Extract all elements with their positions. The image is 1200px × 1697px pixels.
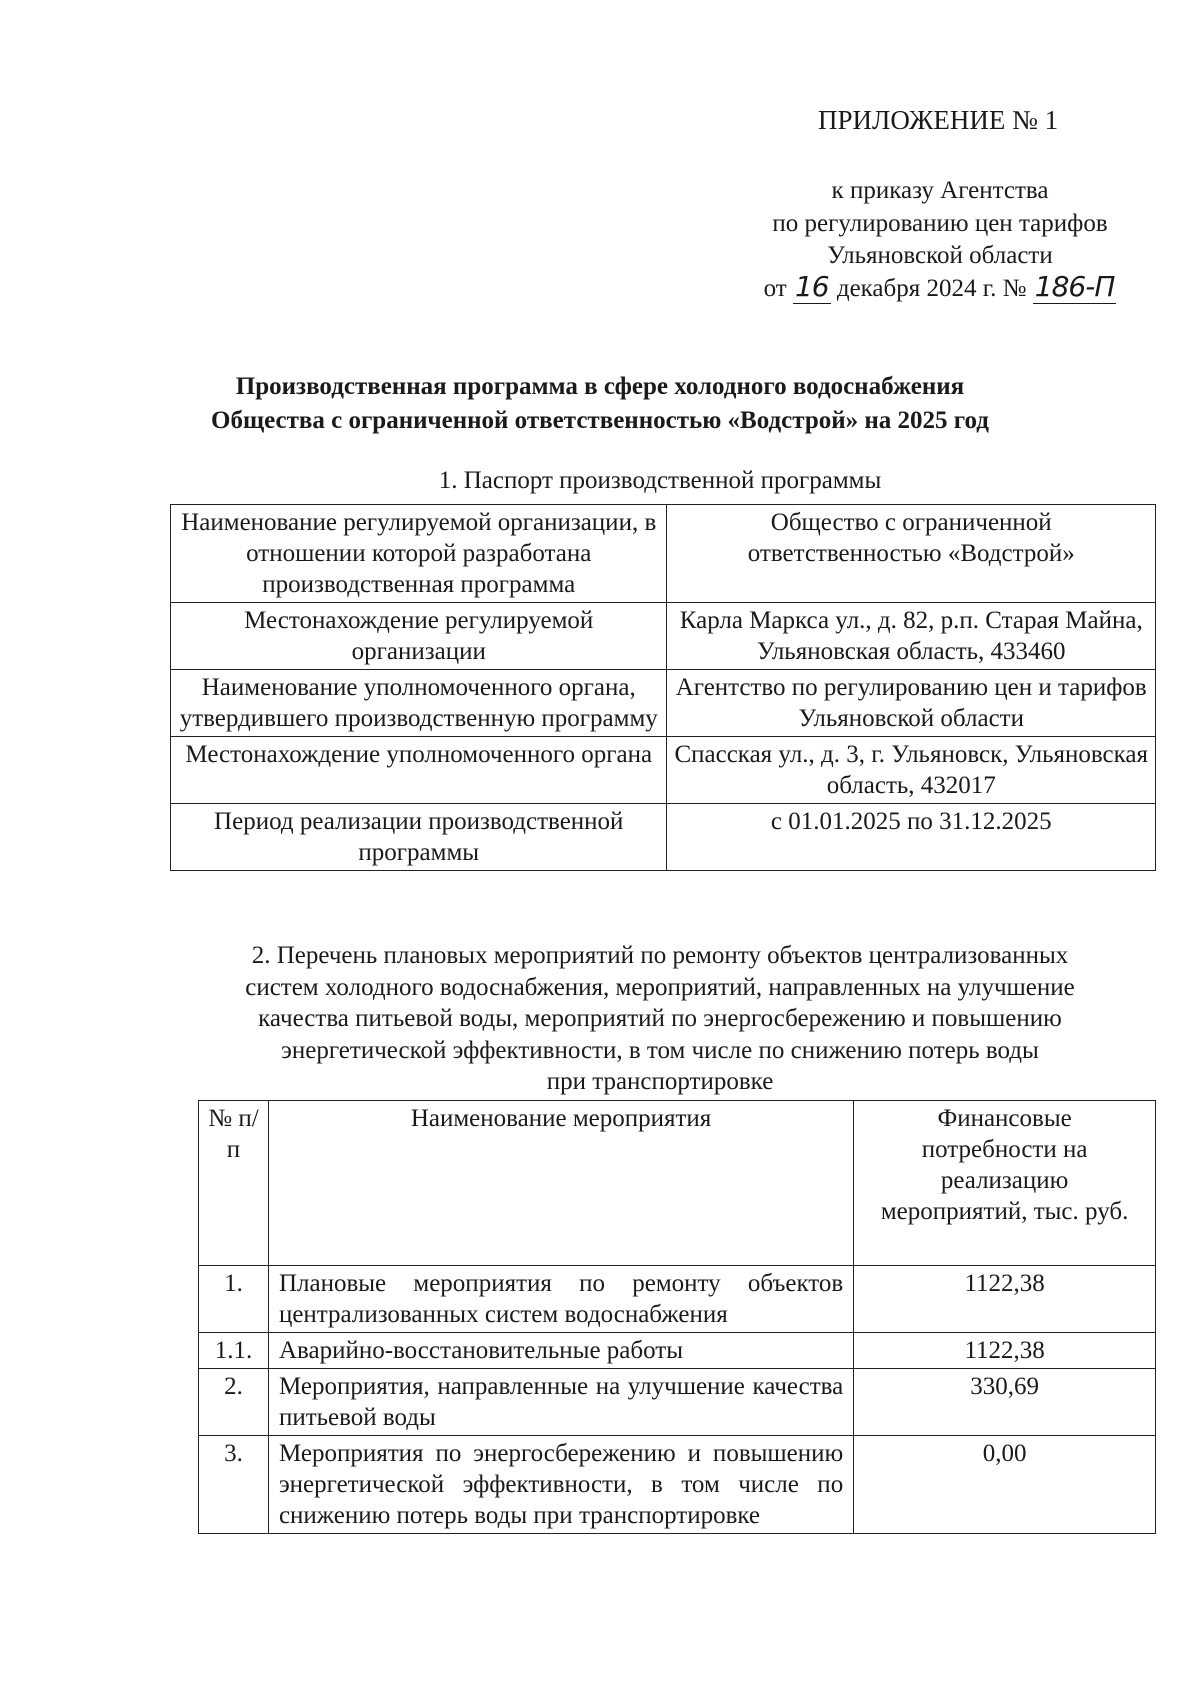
- order-date-line: [730, 269, 1150, 306]
- table-row: [199, 1266, 1156, 1333]
- date-rest: декабря 2024 г. №: [836, 274, 1027, 302]
- measure-cost: 1122,38: [854, 1333, 1156, 1369]
- order-line-1: к приказу Агентства: [831, 177, 1049, 204]
- measure-cost: 0,00: [854, 1436, 1156, 1534]
- section-2-heading-line: систем холодного водоснабжения, мероприятий, направленных на улучшение: [245, 973, 1075, 1001]
- table-row: [171, 670, 1156, 737]
- section-2-heading: [120, 940, 1200, 1098]
- order-line-3: Ульяновской области: [827, 242, 1053, 269]
- column-header-number: № п/п: [199, 1101, 269, 1266]
- measure-name: Плановые мероприятия по ремонту объектов централизованных систем водоснабжения: [268, 1266, 853, 1333]
- passport-value: Спасская ул., д. 3, г. Ульяновск, Ульяновская область, 432017: [667, 737, 1156, 804]
- passport-label: Местонахождение регулируемой организации: [171, 603, 667, 670]
- passport-label: Наименование уполномоченного органа, утвердившего производственную программу: [171, 670, 667, 737]
- row-number: 1.1.: [199, 1333, 269, 1369]
- section-2-heading-line: при транспортировке: [546, 1068, 774, 1095]
- date-prefix: от: [763, 274, 787, 302]
- measure-name: Аварийно-восстановительные работы: [268, 1333, 853, 1369]
- measure-name: Мероприятия, направленные на улучшение качества питьевой воды: [268, 1369, 853, 1436]
- measure-name: Мероприятия по энергосбережению и повышению энергетической эффективности, в том числе по снижению потерь воды при транспортировке: [268, 1436, 853, 1534]
- measure-cost: 330,69: [854, 1369, 1156, 1436]
- passport-value: Карла Маркса ул., д. 82, р.п. Старая Майна, Ульяновская область, 433460: [667, 603, 1156, 670]
- passport-table: [170, 504, 1156, 871]
- order-reference: [730, 175, 1150, 305]
- passport-value: Общество с ограниченной ответственностью «Водстрой»: [667, 505, 1156, 603]
- row-number: 2.: [199, 1369, 269, 1436]
- order-line-2: по регулированию цен тарифов: [772, 209, 1108, 237]
- table-row: [171, 603, 1156, 670]
- measure-cost: 1122,38: [854, 1266, 1156, 1333]
- passport-label: Наименование регулируемой организации, в отношении которой разработана производственная программа: [171, 505, 667, 603]
- table-header-row: [199, 1101, 1156, 1266]
- section-1-heading: 1. Паспорт производственной программы: [438, 467, 882, 494]
- table-row: [199, 1369, 1156, 1436]
- handwritten-order-number: 186-П: [1034, 269, 1115, 303]
- handwritten-day: 16: [794, 269, 829, 303]
- section-2-heading-line: энергетической эффективности, в том числе по снижению потерь воды: [281, 1036, 1039, 1064]
- measures-table: [198, 1100, 1156, 1534]
- passport-label: Местонахождение уполномоченного органа: [171, 737, 667, 804]
- passport-label: Период реализации производственной программы: [171, 804, 667, 871]
- document-title: [140, 370, 1060, 438]
- section-2-heading-line: 2. Перечень плановых мероприятий по ремонту объектов централизованных: [251, 942, 1069, 969]
- table-row: [199, 1436, 1156, 1534]
- row-number: 3.: [199, 1436, 269, 1534]
- column-header-name: Наименование мероприятия: [268, 1101, 853, 1266]
- passport-value: с 01.01.2025 по 31.12.2025: [667, 804, 1156, 871]
- row-number: 1.: [199, 1266, 269, 1333]
- title-line-1: Производственная программа в сфере холодного водоснабжения: [235, 373, 965, 400]
- table-row: [171, 737, 1156, 804]
- section-2-heading-line: качества питьевой воды, мероприятий по энергосбережению и повышению: [258, 1005, 1062, 1032]
- appendix-title: ПРИЛОЖЕНИЕ № 1: [818, 105, 1059, 135]
- passport-value: Агентство по регулированию цен и тарифов Ульяновской области: [667, 670, 1156, 737]
- column-header-finance: Финансовые потребности на реализацию мероприятий, тыс. руб.: [854, 1101, 1156, 1266]
- title-line-2: Общества с ограниченной ответственностью «Водстрой» на 2025 год: [211, 407, 989, 434]
- table-row: [199, 1333, 1156, 1369]
- table-row: [171, 804, 1156, 871]
- table-row: [171, 505, 1156, 603]
